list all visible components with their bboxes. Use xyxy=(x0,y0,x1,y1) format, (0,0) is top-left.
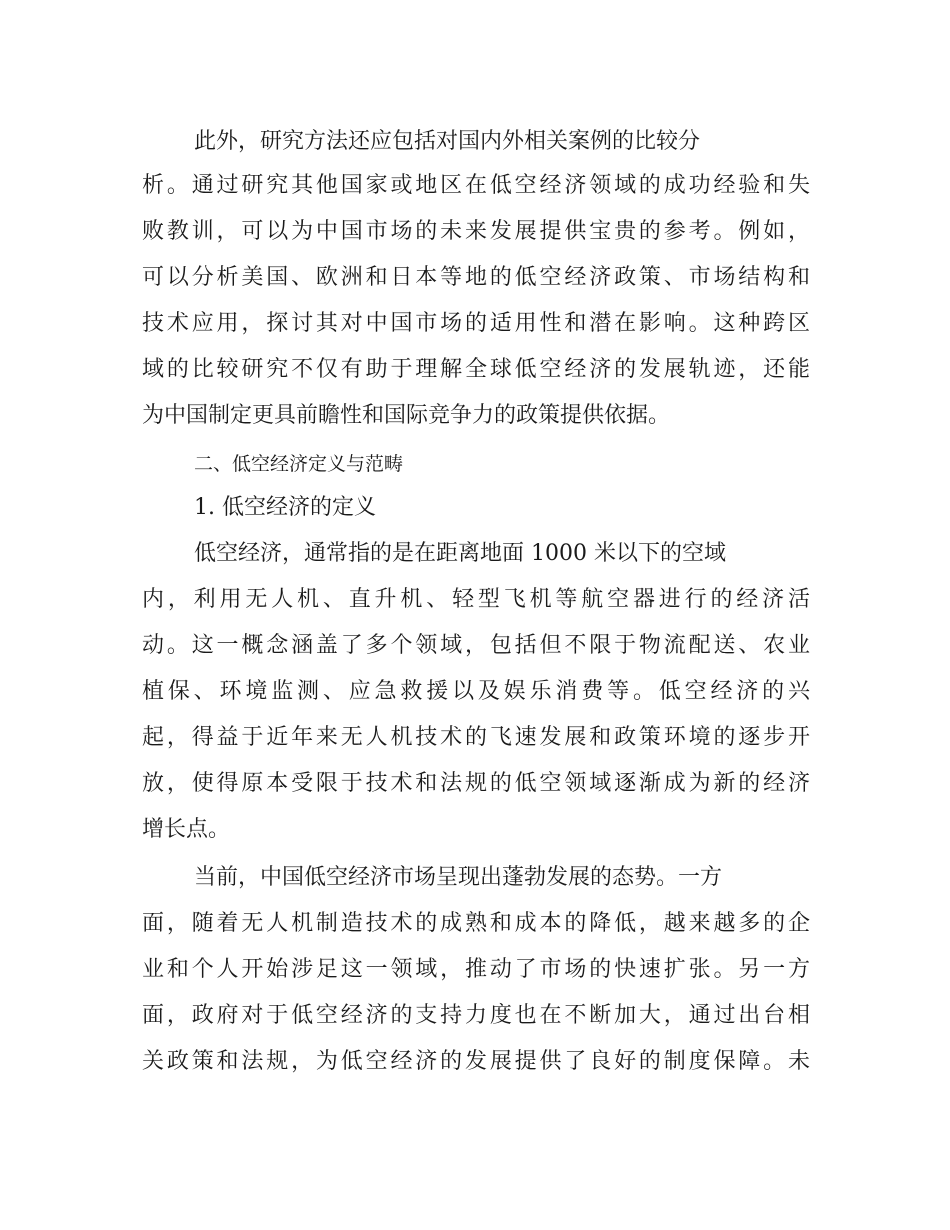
paragraph-line: 增长点。 xyxy=(142,817,231,842)
paragraph-line: 低空经济，通常指的是在距离地面 1000 米以下的空域 xyxy=(194,541,726,566)
paragraph-line: 植保、环境监测、应急救援以及娱乐消费等。低空经济的兴 xyxy=(142,679,810,704)
paragraph-line: 面，政府对于低空经济的支持力度也在不断加大，通过出台相 xyxy=(142,1003,810,1028)
paragraph-line: 此外，研究方法还应包括对国内外相关案例的比较分 xyxy=(194,129,701,154)
paragraph-line: 放，使得原本受限于技术和法规的低空领域逐渐成为新的经济 xyxy=(142,771,810,796)
paragraph-line: 可以分析美国、欧洲和日本等地的低空经济政策、市场结构和 xyxy=(142,265,810,290)
paragraph-line: 关政策和法规，为低空经济的发展提供了良好的制度保障。未 xyxy=(142,1049,810,1074)
paragraph-line: 败教训，可以为中国市场的未来发展提供宝贵的参考。例如， xyxy=(142,219,810,244)
paragraph-line: 当前，中国低空经济市场呈现出蓬勃发展的态势。一方 xyxy=(194,865,723,890)
paragraph-line: 技术应用，探讨其对中国市场的适用性和潜在影响。这种跨区 xyxy=(142,311,810,336)
paragraph-line: 析。通过研究其他国家或地区在低空经济领域的成功经验和失 xyxy=(142,173,810,198)
paragraph-line: 起，得益于近年来无人机技术的飞速发展和政策环境的逐步开 xyxy=(142,725,810,750)
paragraph-line: 为中国制定更具前瞻性和国际竞争力的政策提供依据。 xyxy=(142,403,671,428)
section-heading: 二、低空经济定义与范畴 xyxy=(194,453,404,475)
paragraph-line: 动。这一概念涵盖了多个领域，包括但不限于物流配送、农业 xyxy=(142,633,810,658)
paragraph-line: 域的比较研究不仅有助于理解全球低空经济的发展轨迹，还能 xyxy=(142,357,810,382)
paragraph-line: 面，随着无人机制造技术的成熟和成本的降低，越来越多的企 xyxy=(142,911,810,936)
subsection-heading: 1. 低空经济的定义 xyxy=(194,495,376,520)
paragraph-line: 业和个人开始涉足这一领域，推动了市场的快速扩张。另一方 xyxy=(142,957,810,982)
paragraph-line: 内，利用无人机、直升机、轻型飞机等航空器进行的经济活 xyxy=(142,587,810,612)
